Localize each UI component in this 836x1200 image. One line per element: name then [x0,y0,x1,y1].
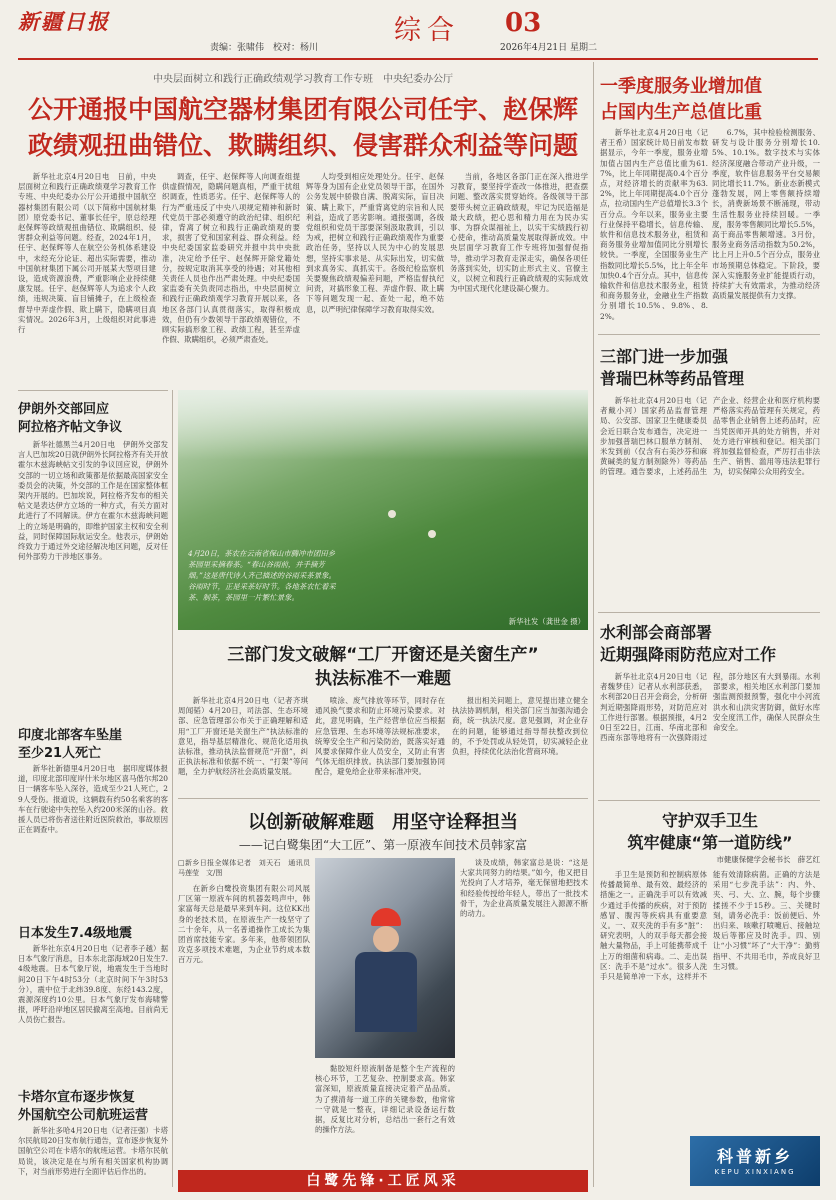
drug-title-line2: 普瑞巴林等药品管理 [600,369,745,388]
drug-title-line1: 三部门进一步加强 [600,347,729,366]
japan-title: 日本发生7.4级地震 [18,926,133,940]
water-title-line2: 近期强降雨防范应对工作 [600,645,777,664]
water-title-line1: 水利部会商部署 [600,623,713,642]
worker-uniform [355,952,417,1032]
qatar-title-line1: 卡塔尔宣布逐步恢复 [18,1090,136,1104]
factory-window-col3: 报出相关问题上，意见提出建立健全执法协调机制，相关部门应当加强沟通会商，统一执法尺度。意见强调，对企业存在的问题，能够通过指导帮扶整改到位的，不予处罚或从轻处罚，切实减轻企业负担，持续优化法治化营商环境。 [452,696,588,757]
japan-text: 新华社东京4月20日电（记者李子越）据日本气象厅消息，日本东北部海域20日发生7.4级地震。日本气象厅说，地震发生于当地时间20日下午4时53分（北京时间下午3时53分），震中位于北纬39.8度、东经143.2度，震源深度约10公里。日本气象厅发布海啸警报，呼吁沿岸地区居民撤离至高地。目前尚无人员伤亡报告。 [18,944,168,1025]
craftsman-banner: 白鹭先锋·工匠风采 [178,1170,588,1192]
water-text: 新华社北京4月20日电（记者魏梦佳）记者从水利部获悉，水利部20日召开会商会，分析研判近期强降雨形势，对防范应对工作进行部署。根据预报，4月20日至22日，江南、华南北部和西南东部等地将有一次强降雨过程，部分地区有大到暴雨。水利部要求，相关地区水利部门要加强监测预报预警，强化中小河流洪水和山洪灾害防御，做好水库安全度汛工作，确保人民群众生命安全。 [600,672,820,743]
india-text: 新华社新德里4月20日电 据印度媒体报道，印度北部印度岸什米尔地区喜马偕尔邦20日一辆客车坠入深谷，造成至少21人死亡，29人受伤。报道说，这辆载有约50名乘客的客车在行驶途中失控坠入约200米深的山谷。救援人员已将伤者送往附近医院救治，事故原因正在调查中。 [18,764,168,835]
kepu-title: 科普新乡 [716,1147,793,1166]
divider [18,390,168,391]
service-title-line1: 一季度服务业增加值 [600,76,762,96]
divider [178,798,588,799]
iran-title-line2: 阿拉格齐帖文争议 [18,420,123,434]
qatar-title-line2: 外国航空公司航班运营 [18,1108,149,1122]
feature-byline: □新乡日报全媒体记者 刘天石 通讯员 马莲莹 文/图 [178,859,310,878]
feature-col1: 在新乡白鹭投资集团有限公司风展厂区第一原液车间的机器轰鸣声中，韩家富每天总是最早来到车间。这位KK出身的老技术员，在原液生产一线坚守了二十余年，从一名普通操作工成长为集团首席技能专家。多年来，他带领团队攻克多项技术难题，为企业节约成本数百万元。 [178,884,310,965]
factory-window-title-line2: 执法标准不一难题 [315,669,451,688]
kepu-badge [690,1136,820,1186]
worker-face [373,926,399,952]
tea-picker [428,530,436,538]
india-title-line2: 至少21人死亡 [18,746,102,760]
lead-column-2: 调查，任宇、赵保辉等人向调查组提供虚假情况，隐瞒问题真相，严重干扰组织调查，性质恶劣。任宇、赵保辉等人的行为严重违反了中央八项规定精神和新时代党员干部必须遵守的政治纪律、组织纪律，背离了树立和践行正确政绩观的要求，损害了党和国家利益、群众利益。经中央纪委国家监委研究并报中共中央批准，决定给予任宇、赵保辉开除党籍处分，按规定取消其享受的待遇；对其他相关责任人员也作出严肃处理。中央纪委国家监委有关负责同志指出，中央层面树立和践行正确政绩观学习教育开展以来，各地区各部门认真贯彻落实，取得积极成效，但仍有少数领导干部政绩观错位，不顾实际搞形象工程、政绩工程，甚至弄虚作假、欺瞒组织，必须严肃查处。 [162,172,300,345]
kepu-subtitle: KEPU XINXIANG [714,1168,796,1176]
lead-title-line2: 政绩观扭曲错位、欺瞒组织、侵害群众利益等问题 [27,131,578,158]
lead-column-3: 人均受到相应处理处分。任宇、赵保辉等身为国有企业党员领导干部，在国外公务发展中骄傲自满、脱离实际，盲目决策、瞒上欺下，严重背离党的宗旨和人民利益，造成了恶劣影响。通报强调，各级党组织和党员干部要深刻汲取教训，引以为戒，把树立和践行正确政绩观作为重要政治任务，坚持以人民为中心的发展思想，坚持实事求是、从实际出发，切实做到求真务实、真抓实干。各级纪检监察机关要聚焦政绩观偏差问题，严格监督执纪问责，对搞形象工程、弄虚作假、欺上瞒下等问题发现一起、查处一起，绝不姑息，以严明纪律保障学习教育取得实效。 [306,172,444,314]
tea-picker [388,510,396,518]
india-title-line1: 印度北部客车坠崖 [18,728,123,742]
lead-column-1: 新华社北京4月20日电 日前，中央层面树立和践行正确政绩观学习教育工作专班、中央纪委办公厅公开通报中国航空器材集团有限公司（以下简称中国航材集团）原党委书记、董事长任宇，原总经理赵保辉等政绩观扭曲错位、欺瞒组织、侵害群众利益等问题。经查，2024年1月，任宇、赵保辉等人在航空公务机体系建设中，未经充分论证、超出实际需要，推动中国航材集团下属公司开展某大型项目建设，造成资源浪费，严重影响企业持续健康发展。任宇、赵保辉等人为追求个人政绩，违规决策、盲目铺摊子，在上级检查督导中弄虚作假、欺上瞒下，隐瞒项目真实情况。2026年3月，上级组织对此事进行 [18,172,156,335]
tea-photo-credit: 新华社发（龚世金 摄） [508,617,585,626]
iran-text: 新华社德黑兰4月20日电 伊朗外交部发言人巴加埃20日就伊朗外长阿拉格齐有关开放霍尔木兹海峡帖文引发的争议回应说，伊朗外交部的一切立场和政策都是依据最高国家安全委员会的决策，外交部的工作是在国家整体框架内开展的。巴加埃说，阿拉格齐发布的相关帖文是表达伊方立场的一种方式，有关方面对此进行了不同解读。伊方在霍尔木兹海峡问题上的立场是明确的，即维护国家主权和安全利益，同时保障国际航运安全。他表示，伊朗始终致力于通过外交途径解决地区问题，反对任何外部势力干涉地区事务。 [18,440,168,562]
column-divider-right [593,62,594,1187]
feature-col2: 黏胶短纤原液制备是整个生产流程的核心环节，工艺复杂、控制要求高。韩家富深知，原液质量直接决定着产品品质。为了摸清每一道工序的关键参数，他常常一守就是一整夜，详细记录设备运行数据，反复比对分析，总结出一套行之有效的操作方法。 [315,1064,455,1135]
service-column-1: 新华社北京4月20日电（记者王希）国家统计局日前发布数据显示，今年一季度，服务业增加值占国内生产总值比重为61.7%，比上年同期提高0.4个百分点，对经济增长的贡献率为63.2%，比上年同期提高4.0个百分点，拉动国内生产总值增长3.3个百分点。今年以来，服务业主要行业保持平稳增长，信息传输、软件和信息技术服务业，租赁和商务服务业增加值同比分别增长较快。一季度，全国服务业生产指数同比增长5.5%，比上年全年加快0.4个百分点。其中，信息传输软件和信息技术服务业，租赁和商务服务业，金融业生产指数分别增长10.5%、9.8%、8.2%。 [600,128,708,321]
lead-column-4: 当前，各地区各部门正在深入推进学习教育，要坚持学查改一体推进，把查摆问题、整改落实贯穿始终。各级领导干部要带头树立正确政绩观，牢记为民造福是最大政绩，把心思和精力用在为民办实事、为群众谋福祉上，以实干实绩践行初心使命，推动高质量发展取得新成效。中央层面学习教育工作专班将加强督促指导，推动学习教育走深走实，确保各项任务落到实处，切实防止形式主义、官僚主义，以树立和践行正确政绩观的实际成效为中国式现代化建设凝心聚力。 [450,172,588,294]
issue-date: 2026年4月21日 星期二 [500,43,597,53]
worker-helmet [371,908,401,926]
page-number: 03 [505,8,542,38]
divider [598,800,820,801]
lead-title-line1: 公开通报中国航空器材集团有限公司任宇、赵保辉 [27,95,578,122]
section-title: 综合 [394,15,460,46]
service-title-line2: 占国内生产总值比重 [600,102,762,122]
drug-text: 新华社北京4月20日电（记者戴小河）国家药品监督管理局、公安部、国家卫生健康委员会近日联合发布通告，决定进一步加强普瑞巴林口服单方制剂、米发到前（仅含有右美沙芬和麻黄碱类的复方制剂除外）等药品的管理。通告要求，上述药品生产企业、经营企业和医疗机构要严格落实药品管理有关规定，药品零售企业销售上述药品时，应当凭医师开具的处方销售，并对处方进行审核和登记。相关部门将加强监督检查，严厉打击非法生产、销售、滥用等违法犯罪行为，切实保障公众用药安全。 [600,396,820,477]
health-byline: 市健康保健学会秘书长 薛艺红 [716,855,820,864]
newspaper-logo: 新疆日报 [18,9,110,34]
divider [598,612,820,613]
health-text: 手卫生是预防和控制病原体传播最简单、最有效、最经济的措施之一。正确洗手可以有效减少通过手传播的疾病，对于预防感冒、腹泻等疾病具有重要意义。一、双夹洗的手有多“脏”：研究表明，人的双手每天都会接触大量物品，手上可能携带成千上万的细菌和病毒。二、走出误区：洗手不是“过水”。很多人洗手只是简单冲一下水，这样并不能有效清除病菌。正确的方法是采用“七步洗手法”：内、外、夹、弓、大、立、腕，每个步骤揉搓不少于15秒。三、关键时刻，请务必洗手：饭前便后、外出归来、咳嗽打喷嚏后、接触垃圾后等都应及时洗手。四、别让“小习惯”坏了“大干净”：勤剪指甲、不共用毛巾，养成良好卫生习惯。 [600,870,820,982]
health-title-line1: 守护双手卫生 [661,811,758,830]
photo-sky [178,390,588,460]
health-title-line2: 筑牢健康“第一道防线” [627,833,793,852]
factory-window-col1: 新华社北京4月20日电（记者齐琪 周闻韬）4月20日，司法部、生态环境部、应急管理部公布关于正确理解和适用“工厂开窗还是关窗生产”执法标准的意见，指导基层精准化、规范化适用执法标准，推动执法监督规范“开窗”，纠正执法标准和依据不统一、“打架”等问题，全力护航经济社会高质量发展。 [178,696,308,777]
worker-photo [315,858,455,1058]
factory-window-title-line1: 三部门发文破解“工厂开窗还是关窗生产” [227,645,539,664]
column-divider-left [172,390,173,1187]
divider [598,334,820,335]
masthead-rule [18,58,818,60]
feature-col3: 谈及成绩，韩家富总是说：“这是大家共同努力的结果。”如今，他又把目光投向了人才培养，毫无保留地把技术和经验传授给年轻人，带出了一批技术骨干，为企业高质量发展注入源源不断的动力。 [460,858,588,919]
service-column-2: 6.7%，其中检验检测服务、研发与设计服务分别增长10.5%、10.1%。数字技术与实体经济深度融合带动产业升级，一季度，软件信息服务平台交易额同比增长11.7%。新业态新模式蓬勃发展，网上零售额持续增长，消费新场景不断涌现，带动生活性服务业持续回暖。一季度，服务零售额同比增长5.5%，高于商品零售额增速。3月份，服务业商务活动指数为50.2%，比上月上升0.5个百分点，服务业市场预期总体稳定。下阶段，要深入实施服务业扩能提质行动，持续扩大有效需求，为推动经济高质量发展提供有力支撑。 [712,128,820,301]
feature-subtitle: ——记白鹭集团“大工匠”、第一原液车间技术员韩家富 [238,838,528,852]
editor-credits: 责编：张啸伟 校对：杨川 [210,43,319,53]
qatar-text: 新华社多哈4月20日电（记者汪强）卡塔尔民航局20日发布航行通告，宣布逐步恢复外国航空公司在卡塔尔的航班运营。卡塔尔民航局说，该决定是在与所有相关国家机构协调下，对当前形势进行全面评估后作出的。 [18,1126,168,1176]
lead-kicker: 中央层面树立和践行正确政绩观学习教育工作专班 中央纪委办公厅 [153,74,453,85]
factory-window-col2: 喷涂、废气排放等环节，同时存在通风换气要求和防止环境污染要求。对此，意见明确，生产经营单位应当根据应急管理、生态环境等法规标准要求，统筹安全生产和污染防治，既落实好通风要求保障作业人员安全，又防止有害气体无组织排放。执法部门要加强协同配合，避免给企业带来标准冲突。 [315,696,445,777]
iran-title-line1: 伊朗外交部回应 [18,402,110,416]
feature-title: 以创新破解难题 用坚守诠释担当 [248,812,518,833]
tea-photo-caption: 4月20日，茶农在云南省保山市腾冲市团田乡茶园里采摘春茶。“春山谷雨前，并手摘芳烟。”这是唐代诗人齐己描述的谷雨采茶景象。谷雨时节，正是采茶好时节。各地茶农忙着采茶、制茶，茶园里一片繁忙景象。 [188,549,336,602]
